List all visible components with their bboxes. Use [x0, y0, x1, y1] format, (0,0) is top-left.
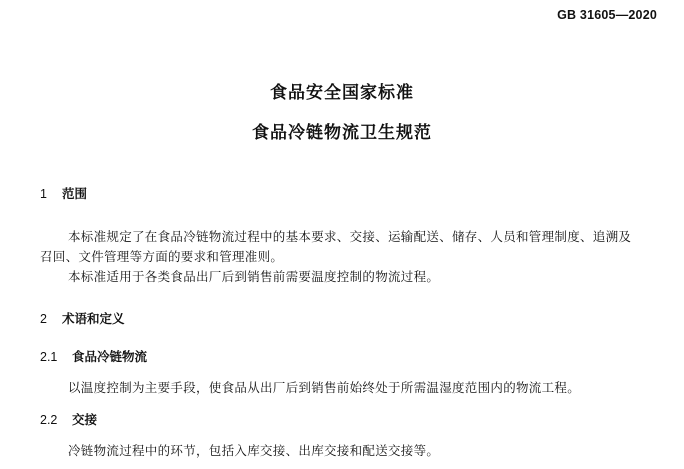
scope-paragraph-2: 本标准适用于各类食品出厂后到销售前需要温度控制的物流过程。: [68, 269, 440, 284]
term-number: 2.1: [40, 350, 58, 364]
term-heading-handover: [40, 410, 97, 428]
term-number: 2.2: [40, 413, 58, 427]
document-title-line1: 食品安全国家标准: [270, 83, 414, 103]
section-heading-terms: [40, 309, 125, 327]
section-number: 1: [40, 187, 47, 201]
scope-paragraph-1-line-2: 召回、文件管理等方面的要求和管理准则。: [40, 249, 284, 264]
section-number: 2: [40, 312, 47, 326]
term-definition-handover: 冷链物流过程中的环节，包括入库交接、出库交接和配送交接等。: [68, 443, 440, 458]
term-title: 食品冷链物流: [72, 349, 148, 364]
document-title-line2: 食品冷链物流卫生规范: [252, 123, 432, 143]
section-title: 范围: [62, 186, 88, 201]
section-heading-scope: [40, 184, 87, 202]
term-definition-cold-chain: 以温度控制为主要手段，使食品从出厂后到销售前始终处于所需温湿度范围内的物流工程。: [68, 380, 581, 395]
term-title: 交接: [72, 412, 98, 427]
standard-code: GB 31605—2020: [557, 8, 657, 22]
term-heading-cold-chain: [40, 347, 147, 365]
section-title: 术语和定义: [62, 311, 125, 326]
scope-paragraph-1-line-1: 本标准规定了在食品冷链物流过程中的基本要求、交接、运输配送、储存、人员和管理制度、追溯及: [68, 229, 632, 244]
